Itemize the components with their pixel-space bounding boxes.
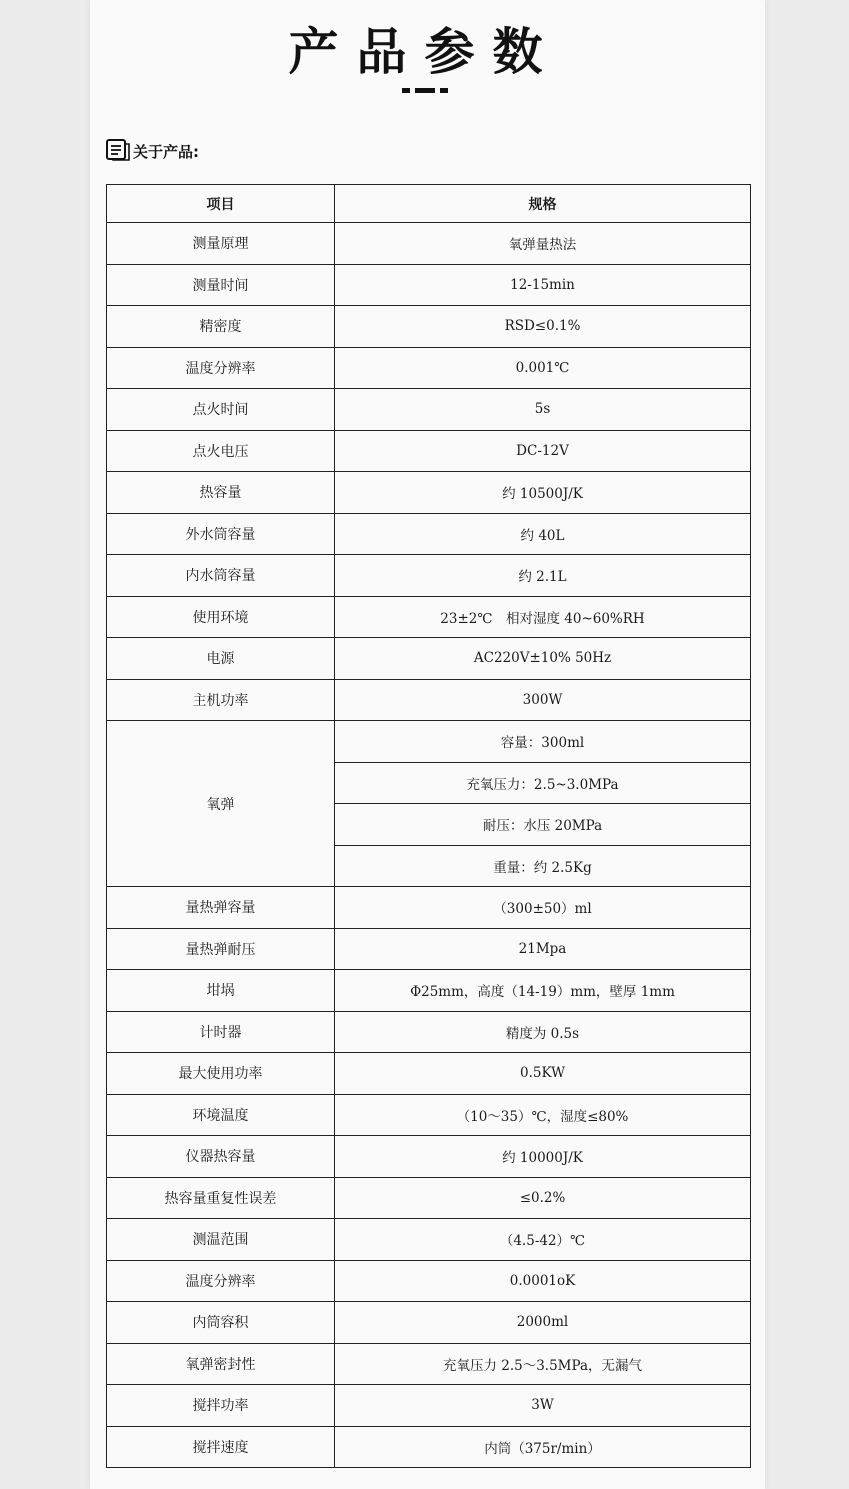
table-row — [107, 555, 751, 597]
cell-item: 外水筒容量 — [107, 513, 335, 555]
parameters-table — [106, 184, 751, 1468]
table-header-row — [107, 185, 751, 223]
cell-item: 热容量重复性误差 — [107, 1177, 335, 1219]
table-row — [107, 679, 751, 721]
cell-spec: 约 2.1L — [335, 555, 751, 597]
table-row — [107, 264, 751, 306]
cell-item: 点火时间 — [107, 389, 335, 431]
table-row — [107, 1260, 751, 1302]
title-divider — [402, 88, 448, 93]
table-row — [107, 389, 751, 431]
table-row — [107, 1385, 751, 1427]
cell-item: 温度分辨率 — [107, 1260, 335, 1302]
table-row — [107, 430, 751, 472]
cell-spec: 3W — [335, 1385, 751, 1427]
cell-spec: RSD≤0.1% — [335, 306, 751, 348]
table-row — [107, 970, 751, 1012]
cell-spec: 耐压：水压 20MPa — [335, 804, 751, 846]
cell-item: 点火电压 — [107, 430, 335, 472]
table-row — [107, 472, 751, 514]
table-row — [107, 1302, 751, 1344]
cell-spec: 约 10000J/K — [335, 1136, 751, 1178]
cell-item: 主机功率 — [107, 679, 335, 721]
section-title: 关于产品: — [133, 143, 199, 161]
cell-item: 使用环境 — [107, 596, 335, 638]
table-row — [107, 1219, 751, 1261]
cell-spec: DC-12V — [335, 430, 751, 472]
table-row — [107, 1136, 751, 1178]
table-row — [107, 1343, 751, 1385]
cell-spec: 容量：300ml — [335, 721, 751, 763]
cell-item: 内水筒容量 — [107, 555, 335, 597]
cell-spec: （10～35）℃，湿度≤80% — [335, 1094, 751, 1136]
cell-spec: 0.5KW — [335, 1053, 751, 1095]
table-row — [107, 347, 751, 389]
cell-spec: Φ25mm，高度（14-19）mm，壁厚 1mm — [335, 970, 751, 1012]
table-row — [107, 513, 751, 555]
header-spec: 规格 — [335, 185, 751, 223]
cell-spec: ≤0.2% — [335, 1177, 751, 1219]
table-row — [107, 1053, 751, 1095]
cell-item: 氧弹 — [107, 721, 335, 887]
cell-spec: 300W — [335, 679, 751, 721]
cell-spec: 5s — [335, 389, 751, 431]
page-title: 产品参数 — [288, 23, 561, 81]
cell-spec: 21Mpa — [335, 928, 751, 970]
cell-item: 搅拌速度 — [107, 1426, 335, 1468]
table-row — [107, 1426, 751, 1468]
cell-item: 量热弹耐压 — [107, 928, 335, 970]
cell-item: 测量原理 — [107, 223, 335, 265]
cell-item: 氧弹密封性 — [107, 1343, 335, 1385]
cell-spec: 0.0001oK — [335, 1260, 751, 1302]
table-row — [107, 1177, 751, 1219]
cell-item: 环境温度 — [107, 1094, 335, 1136]
cell-item: 最大使用功率 — [107, 1053, 335, 1095]
table-row — [107, 1011, 751, 1053]
cell-item: 测温范围 — [107, 1219, 335, 1261]
cell-spec: AC220V±10% 50Hz — [335, 638, 751, 680]
table-row — [107, 638, 751, 680]
cell-spec: （4.5-42）℃ — [335, 1219, 751, 1261]
table-row — [107, 1094, 751, 1136]
cell-spec: 充氧压力：2.5~3.0MPa — [335, 762, 751, 804]
table-row — [107, 928, 751, 970]
cell-spec: 约 10500J/K — [335, 472, 751, 514]
cell-spec: 约 40L — [335, 513, 751, 555]
document-list-icon — [105, 138, 131, 162]
cell-spec: 重量：约 2.5Kg — [335, 845, 751, 887]
cell-spec: 2000ml — [335, 1302, 751, 1344]
cell-item: 热容量 — [107, 472, 335, 514]
cell-item: 量热弹容量 — [107, 887, 335, 929]
header-item: 项目 — [107, 185, 335, 223]
cell-spec: 氧弹量热法 — [335, 223, 751, 265]
cell-item: 仪器热容量 — [107, 1136, 335, 1178]
cell-item: 电源 — [107, 638, 335, 680]
cell-spec: 12-15min — [335, 264, 751, 306]
cell-item: 温度分辨率 — [107, 347, 335, 389]
cell-spec: 23±2℃ 相对湿度 40~60%RH — [335, 596, 751, 638]
cell-spec: 内筒（375r/min） — [335, 1426, 751, 1468]
cell-item: 内筒容积 — [107, 1302, 335, 1344]
cell-item: 计时器 — [107, 1011, 335, 1053]
cell-item: 坩埚 — [107, 970, 335, 1012]
cell-item: 精密度 — [107, 306, 335, 348]
table-row — [107, 223, 751, 265]
cell-item: 搅拌功率 — [107, 1385, 335, 1427]
cell-spec: 充氧压力 2.5～3.5MPa，无漏气 — [335, 1343, 751, 1385]
table-row — [107, 306, 751, 348]
table-row — [107, 721, 751, 763]
cell-spec: 精度为 0.5s — [335, 1011, 751, 1053]
table-row — [107, 887, 751, 929]
cell-spec: （300±50）ml — [335, 887, 751, 929]
cell-item: 测量时间 — [107, 264, 335, 306]
cell-spec: 0.001℃ — [335, 347, 751, 389]
table-row — [107, 596, 751, 638]
